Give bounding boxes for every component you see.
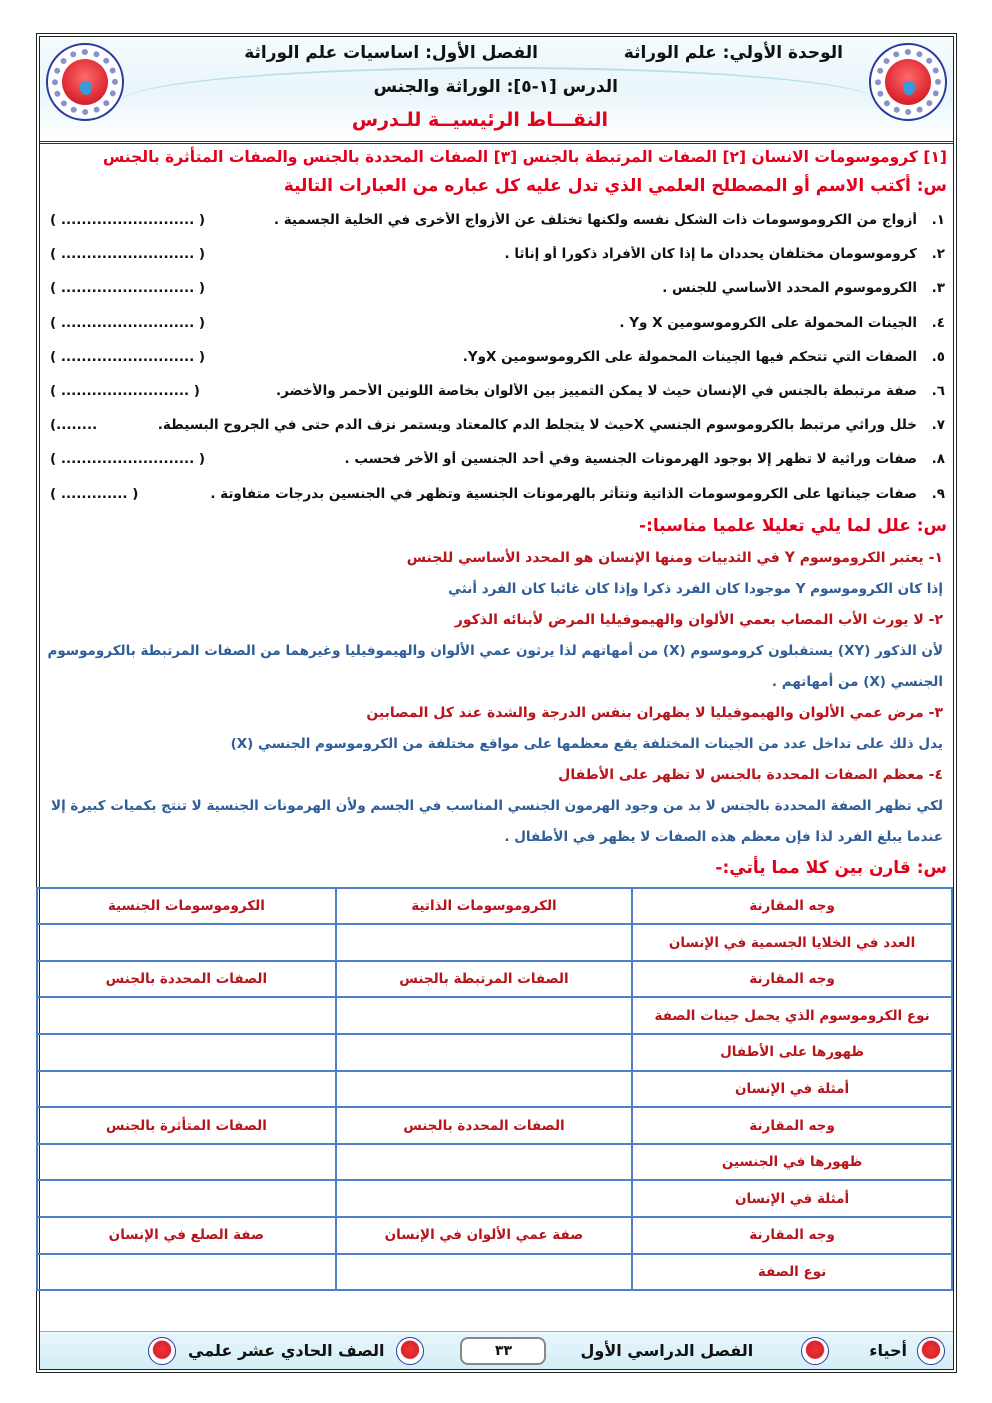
item-number: ٥. [931,348,945,365]
table-cell: صفة عمي الألوان في الإنسان [336,1217,632,1254]
item-number: ٨. [931,451,945,468]
table-row [37,1180,952,1217]
lesson-topics: [١] كروموسومات الانسان [٢] الصفات المرتبطة بالجنس [٣] الصفات المحددة بالجنس والصفات المتأثرة بالجنس [102,148,947,166]
answer-blank[interactable]: (........ [50,417,98,434]
table-cell: الصفات المرتبطة بالجنس [336,961,632,998]
question-item [46,340,947,374]
key-points-title: النقـــاط الرئيسيــة للـدرس [351,109,608,131]
page-frame [36,33,957,1373]
table-cell: نوع الصفة [632,1254,952,1291]
table-cell: نوع الكروموسوم الذي يحمل جينات الصفة [632,997,952,1034]
item-text: صفة مرتبطة بالجنس في الإنسان حيث لا يمكن التمييز بين الألوان بخاصة اللونين الأحمر والأخضر. [276,383,917,400]
table-cell: الصفات المحددة بالجنس [37,961,336,998]
table-cell: وجه المقارنة [632,961,952,998]
school-logo-icon [869,43,947,121]
answer-blank[interactable]: ( ............. ) [50,485,139,502]
page-header [40,37,953,141]
lesson-title: الدرس [١-٥]: الوراثة والجنس [373,77,618,97]
question-item [46,374,947,408]
answer-cell[interactable] [37,997,336,1034]
table-cell: الصفات المحددة بالجنس [336,1107,632,1144]
item-number: ٣. [931,280,945,297]
question-1-heading: س: أكتب الاسم أو المصطلح العلمي الذي تدل عليه كل عباره من العبارات التالية [283,176,947,196]
school-logo-icon [396,1337,424,1365]
table-row [37,1071,952,1108]
table-row [37,924,952,961]
question-item [46,442,947,476]
item-text: صفات جيناتها على الكروموسومات الذاتية وتتأثر بالهرمونات الجنسية وتظهر في الجنسين بدرجات متفاوتة . [210,485,917,502]
table-cell: العدد في الخلايا الجسمية في الإنسان [632,924,952,961]
answer-cell[interactable] [336,1034,632,1071]
answer-blank[interactable]: ( .......................... ) [50,246,206,263]
answer-blank[interactable]: ( .......................... ) [50,348,206,365]
answer-cell[interactable] [37,1254,336,1291]
item-number: ١. [931,212,945,229]
question-item [46,477,947,511]
table-cell: ظهورها في الجنسين [632,1144,952,1181]
table-cell: الكروموسومات الذاتية [336,888,632,925]
table-cell: صفة الصلع في الإنسان [37,1217,336,1254]
item-number: ٤. [931,314,945,331]
table-row [37,1254,952,1291]
reason-question: ٤- معظم الصفات المحددة بالجنس لا تظهر على الأطفال [558,766,943,783]
answer-cell[interactable] [37,1071,336,1108]
table-cell: أمثلة في الإنسان [632,1071,952,1108]
reason-answer: يدل ذلك على تداخل عدد من الجينات المختلفة يقع معظمها على مواقع مختلفة من الكروموسوم الجنسي (X) [230,735,943,752]
header-divider [40,141,953,144]
reason-question: ١- يعتبر الكروموسوم Y في الثدييات ومنها الإنسان هو المحدد الأساسي للجنس [406,549,943,566]
question-item [46,237,947,271]
answer-blank[interactable]: ( .......................... ) [50,212,206,229]
school-logo-icon [46,43,124,121]
answer-blank[interactable]: ( ......................... ) [50,383,200,400]
table-cell: أمثلة في الإنسان [632,1180,952,1217]
table-row [37,1144,952,1181]
table-cell: وجه المقارنة [632,888,952,925]
answer-blank[interactable]: ( .......................... ) [50,451,206,468]
page-footer [40,1331,953,1369]
school-logo-icon [801,1337,829,1365]
answer-cell[interactable] [336,997,632,1034]
table-row [37,997,952,1034]
item-number: ٢. [931,246,945,263]
footer-term: الفصل الدراسي الأول [580,1341,754,1360]
reason-answer: لأن الذكور (XY) يستقبلون كروموسوم (X) من أمهاتهم لذا يرثون عمي الألوان والهيموفيليا وغيرهما من الصفات المرتبطة بالكروموسوم الجنسي (X) من أمهاتهم . [47,642,943,690]
item-text: كروموسومان مختلفان يحددان ما إذا كان الأفراد ذكورا أو إناثا . [504,246,917,263]
chapter-title: الفصل الأول: اساسيات علم الوراثة [244,43,538,63]
item-text: صفات وراثية لا تظهر إلا بوجود الهرمونات الجنسية وفي أحد الجنسين أو الأخر فحسب . [344,451,917,468]
reason-answer: لكي تظهر الصفة المحددة بالجنس لا بد من وجود الهرمون الجنسي المناسب في الجسم ولأن الهرمونات الجنسية لا تنتج بكميات كبيرة إلا عندما يبلغ الفرد لذا فإن معظم هذه الصفات لا يظهر في الأطفال . [51,797,943,845]
answer-cell[interactable] [37,1144,336,1181]
table-cell: الكروموسومات الجنسية [37,888,336,925]
item-text: خلل وراثي مرتبط بالكروموسوم الجنسي Xحيث لا يتجلط الدم كالمعتاد ويستمر نزف الدم حتى في الجروح البسيطة. [157,417,917,434]
question-item [46,408,947,442]
answer-cell[interactable] [336,1180,632,1217]
question-item [46,306,947,340]
question-item [46,271,947,305]
item-number: ٧. [931,417,945,434]
reason-question: ٣- مرض عمي الألوان والهيموفيليا لا يظهران بنفس الدرجة والشدة عند كل المصابين [366,704,943,721]
answer-cell[interactable] [37,1034,336,1071]
unit-title: الوحدة الأولي: علم الوراثة [623,43,843,63]
comparison-table [36,887,953,1292]
table-cell: وجه المقارنة [632,1107,952,1144]
item-number: ٩. [931,485,945,502]
answer-cell[interactable] [336,924,632,961]
table-row [37,1217,952,1254]
table-cell: ظهورها على الأطفال [632,1034,952,1071]
answer-cell[interactable] [37,924,336,961]
item-number: ٦. [931,383,945,400]
table-cell: وجه المقارنة [632,1217,952,1254]
answer-cell[interactable] [336,1254,632,1291]
table-cell: الصفات المتأثرة بالجنس [37,1107,336,1144]
school-logo-icon [917,1337,945,1365]
page-content [40,145,953,1291]
footer-subject: أحياء [869,1341,907,1360]
answer-cell[interactable] [336,1071,632,1108]
item-text: الكروموسوم المحدد الأساسي للجنس . [662,280,917,297]
page-number-box [460,1337,546,1365]
table-row [37,888,952,925]
item-text: أزواج من الكروموسومات ذات الشكل نفسه ولكنها تختلف عن الأزواج الأخرى في الخلية الجسمية . [273,212,917,229]
page-number: ٣٣ [494,1342,513,1359]
question-3-heading: س: قارن بين كلا مما يأتي:- [715,857,947,878]
answer-cell[interactable] [37,1180,336,1217]
table-row [37,1034,952,1071]
question-item [46,203,947,237]
answer-cell[interactable] [336,1144,632,1181]
table-row [37,1107,952,1144]
answer-blank[interactable]: ( .......................... ) [50,314,206,331]
item-text: الجينات المحمولة على الكروموسومين X وY . [619,314,917,331]
answer-blank[interactable]: ( .......................... ) [50,280,206,297]
question-2-heading: س: علل لما يلي تعليلا علميا مناسبا:- [639,515,947,536]
table-row [37,961,952,998]
reason-answer: إذا كان الكروموسوم Y موجودا كان الفرد ذكرا وإذا كان غائبا كان الفرد أنثي [448,580,943,597]
school-logo-icon [148,1337,176,1365]
footer-grade: الصف الحادي عشر علمي [188,1341,385,1360]
item-text: الصفات التي تتحكم فيها الجينات المحمولة على الكروموسومين XوY. [462,348,917,365]
reason-question: ٢- لا يورث الأب المصاب بعمي الألوان والهيموفيليا المرض لأبنائه الذكور [454,611,943,628]
